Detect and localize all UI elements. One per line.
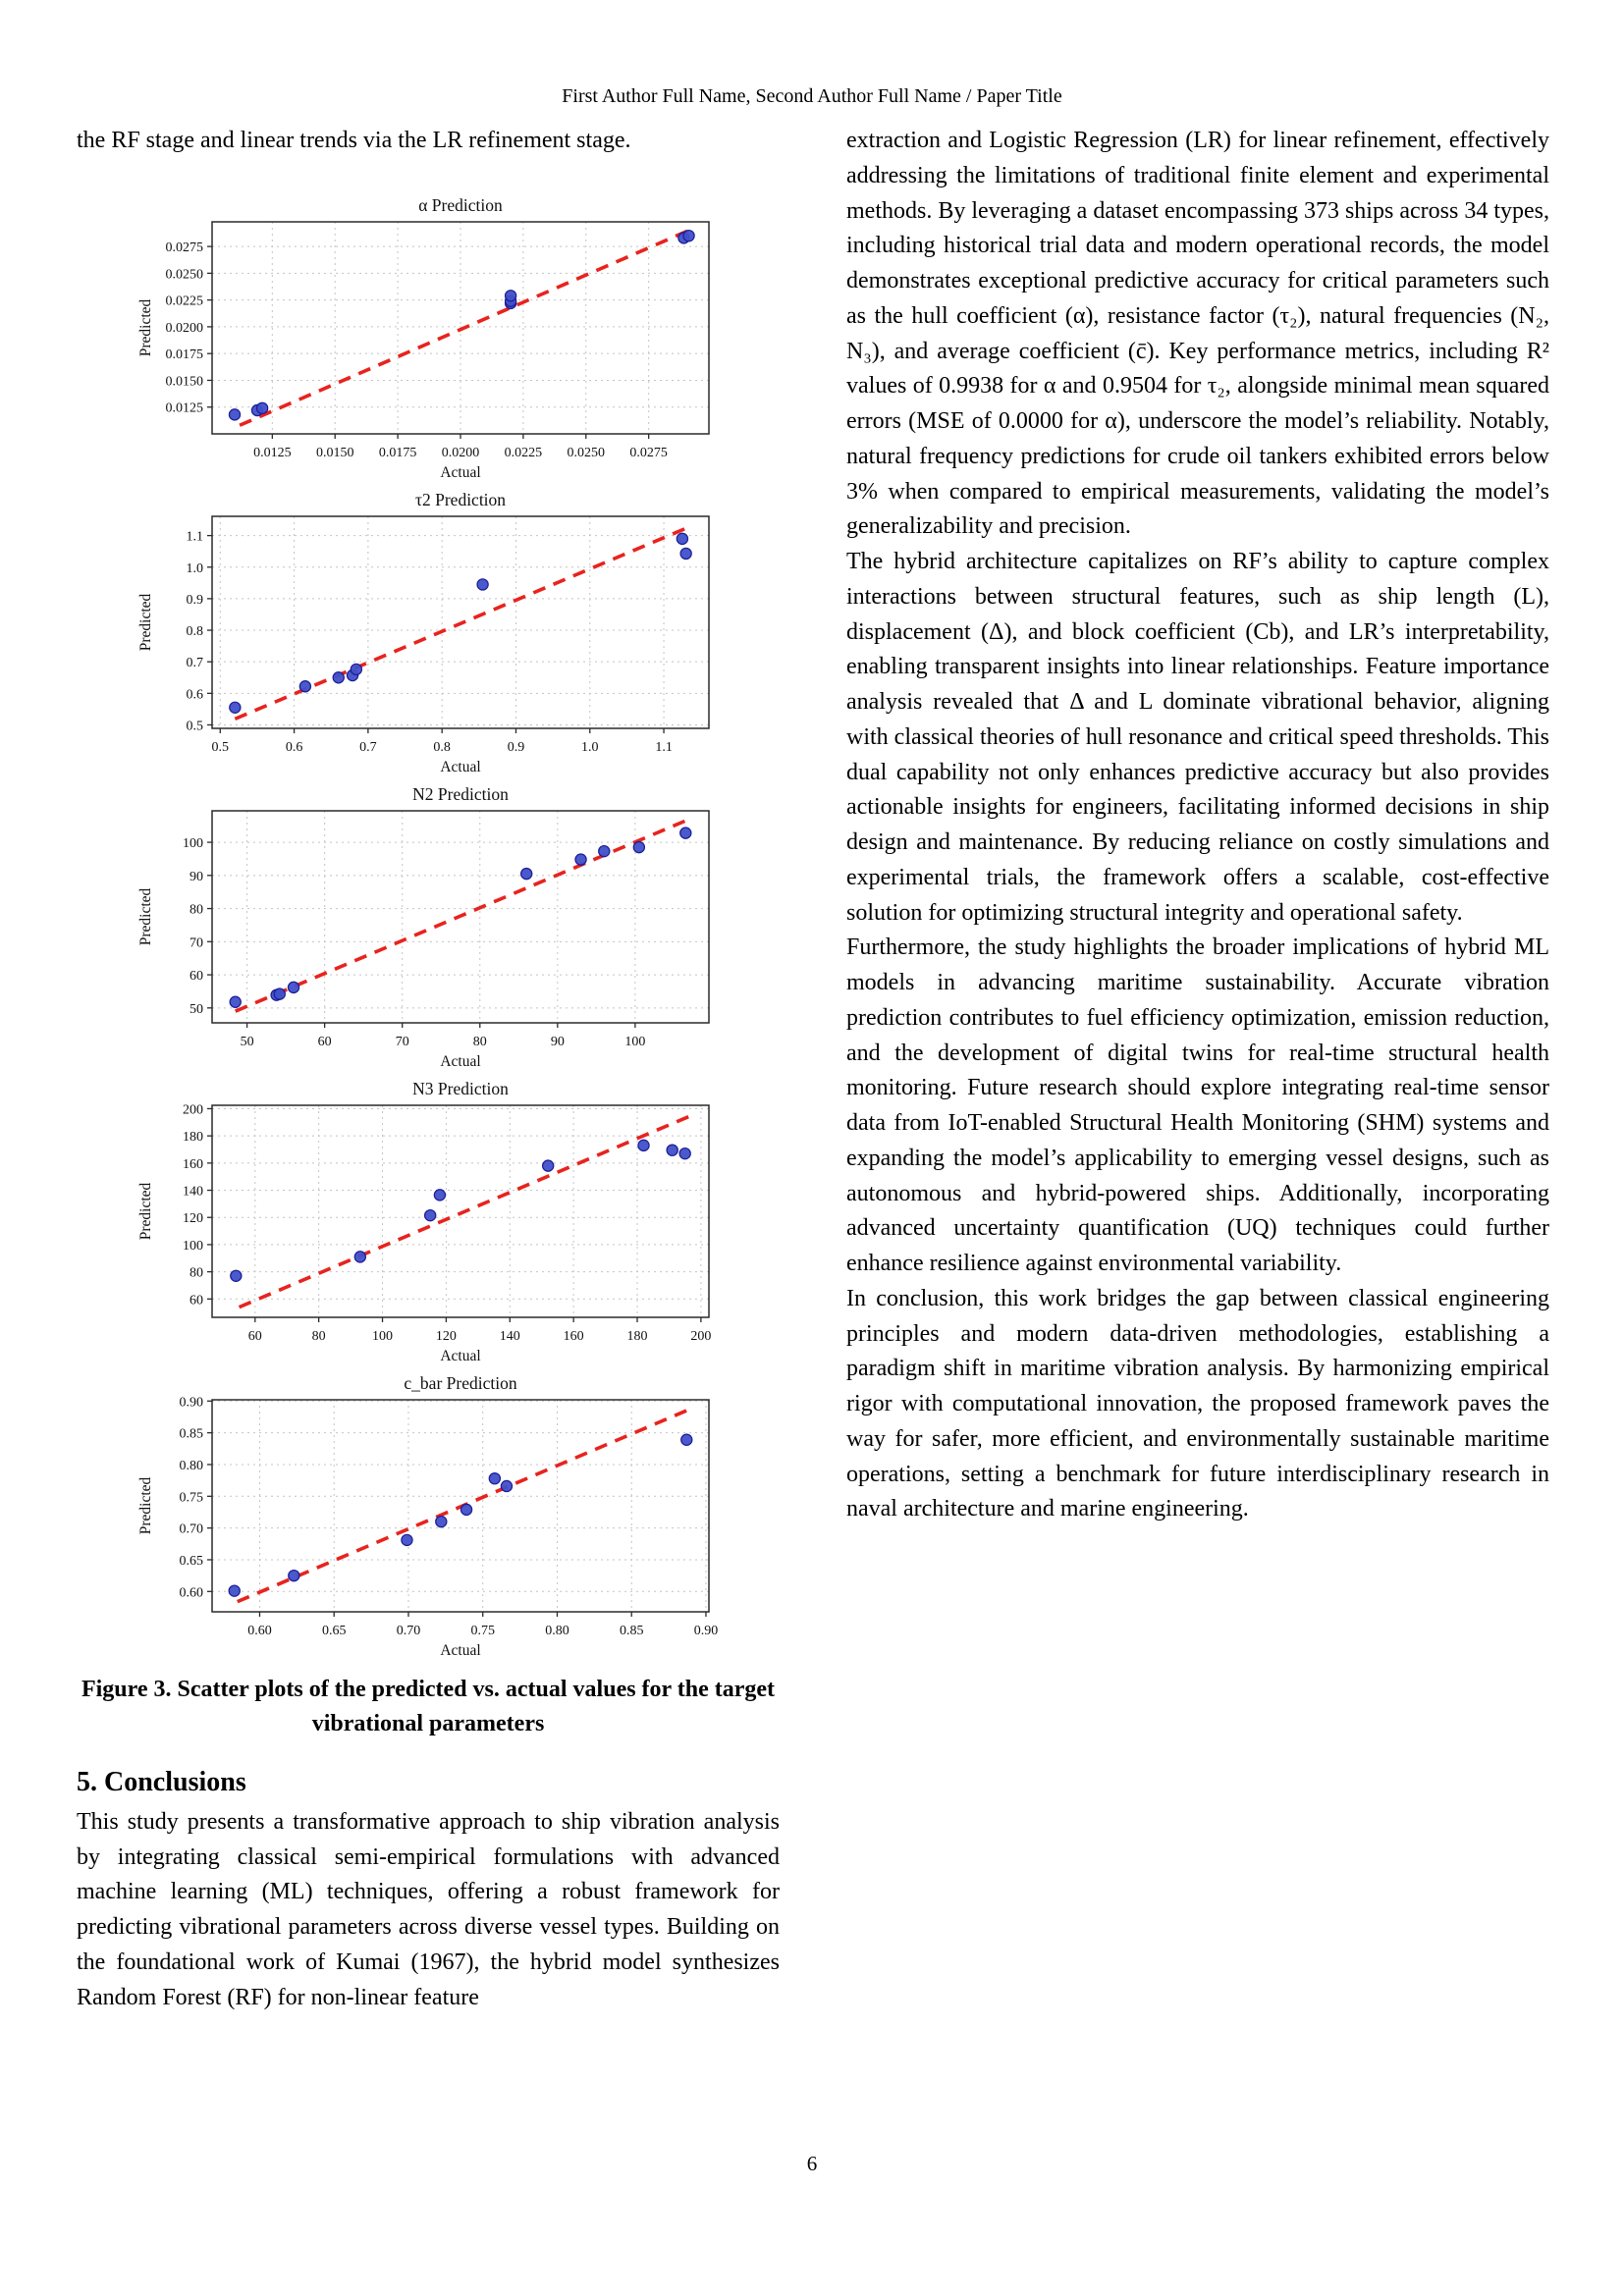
y-tick-label: 100 [183,835,203,851]
x-tick-label: 0.0250 [567,445,606,460]
x-tick-label: 0.0150 [315,445,354,460]
data-point [633,841,644,852]
y-tick-label: 0.0275 [165,240,203,255]
y-tick-label: 50 [189,1001,203,1017]
data-point [425,1209,436,1220]
data-point [543,1160,554,1171]
data-point [299,680,310,691]
x-tick-label: 1.0 [581,739,599,755]
chart-title: N2 Prediction [412,783,509,804]
x-axis-label: Actual [440,1052,481,1070]
chart-title: τ2 Prediction [414,489,507,509]
x-tick-label: 0.9 [507,739,525,755]
data-point [677,533,687,544]
x-axis-label: Actual [440,463,481,481]
body-paragraph-2: The hybrid architecture capitalizes on RF’s ability to capture complex interactions between structural features, such as ship length (L), displacement (Δ), and block coefficient (Cb), and LR’s interpretability, enabling transparent insights into linear relationships. Feature importance analysis revealed that Δ and L dominate vibrational behavior, aligning with classical theories of hull resonance and critical speed thresholds. This dual capability not only enhances predictive accuracy but also provides actionable insights for engineers, facilitating informed decisions in ship design and maintenance. By reducing reliance on costly simulations and experimental trials, the framework offers a scalable, cost-effective solution for optimizing structural integrity and operational safety. [846,549,1550,926]
data-point [506,290,516,300]
scatter-svg [134,1076,723,1366]
data-point [460,1504,471,1515]
data-point [351,664,361,674]
y-tick-label: 80 [189,902,203,918]
x-tick-label: 0.75 [470,1623,495,1638]
data-point [683,230,694,240]
data-point [289,1570,299,1580]
fit-line [240,1115,692,1307]
tau2-prediction-chart [134,487,723,777]
chart-title: α Prediction [418,194,503,215]
x-axis-label: Actual [440,1347,481,1364]
y-tick-label: 0.90 [179,1395,203,1411]
y-tick-label: 0.0200 [165,320,203,336]
data-point [229,409,240,420]
data-point [521,868,532,879]
left-column [77,124,780,2015]
fit-line [236,819,690,1011]
data-point [501,1480,512,1491]
data-point [681,1434,692,1445]
y-tick-label: 0.70 [179,1522,203,1537]
data-point [354,1252,365,1262]
data-point [477,579,488,590]
two-column-layout [0,108,1624,2015]
x-tick-label: 0.0175 [378,445,417,460]
y-tick-label: 0.65 [179,1553,203,1569]
data-point [679,1148,690,1158]
y-tick-label: 100 [183,1238,203,1254]
body-paragraph-3: Furthermore, the study highlights the broader implications of hybrid ML models in advancing maritime sustainability. Accurate vibration prediction contributes to fuel efficiency optimization, emission reduction, and the development of digital twins for real-time structural health monitoring. Future research should explore integrating real-time sensor data from IoT-enabled Structural Health Monitoring (SHM) systems and expanding the model’s applicability to emerging vessel designs, such as autonomous and hybrid-powered ships. Additionally, incorporating advanced uncertainty quantification (UQ) techniques could further enhance resilience against environmental variability. [846,934,1549,1276]
x-tick-label: 70 [395,1034,409,1049]
x-tick-label: 0.0225 [504,445,543,460]
n3-prediction-chart [134,1076,723,1366]
figure-3 [77,192,780,1741]
data-point [257,402,268,413]
y-axis-label: Predicted [137,593,154,652]
data-point [230,996,241,1007]
y-tick-label: 0.0225 [165,294,203,309]
x-tick-label: 0.6 [285,739,303,755]
data-point [638,1140,649,1150]
y-tick-label: 1.0 [186,561,203,576]
x-tick-label: 180 [626,1328,648,1344]
data-point [402,1534,412,1545]
data-point [230,702,241,713]
x-tick-label: 80 [472,1034,487,1049]
y-tick-label: 0.60 [179,1585,203,1601]
y-tick-label: 120 [183,1210,203,1226]
y-tick-label: 0.6 [186,687,203,703]
n2-prediction-chart [134,781,723,1072]
x-tick-label: 120 [435,1328,457,1344]
x-tick-label: 0.7 [359,739,377,755]
data-point [680,828,691,838]
figure-caption: Figure 3. Scatter plots of the predicted vs. actual values for the target vibrational parameters [81,1676,776,1736]
data-point [229,1585,240,1596]
y-tick-label: 60 [189,1293,203,1308]
y-tick-label: 0.0175 [165,347,203,362]
x-tick-label: 90 [550,1034,565,1049]
data-point [575,854,586,865]
x-tick-label: 60 [247,1328,262,1344]
alpha-prediction-chart [134,192,723,483]
data-point [434,1190,445,1201]
y-tick-label: 0.8 [186,623,203,639]
y-tick-label: 90 [189,869,203,884]
data-point [489,1472,500,1483]
x-tick-label: 140 [499,1328,520,1344]
y-tick-label: 160 [183,1156,203,1172]
y-tick-label: 0.9 [186,592,203,608]
x-tick-label: 0.70 [396,1623,421,1638]
y-tick-label: 0.85 [179,1426,203,1442]
y-tick-label: 200 [183,1102,203,1118]
x-tick-label: 0.0200 [441,445,480,460]
running-head: First Author Full Name, Second Author Full Name / Paper Title [562,85,1062,107]
y-axis-label: Predicted [137,887,154,946]
x-tick-label: 160 [563,1328,584,1344]
data-point [680,548,691,559]
x-tick-label: 200 [690,1328,712,1344]
conclusions-heading: 5. Conclusions [77,1767,246,1798]
x-tick-label: 0.80 [545,1623,569,1638]
scatter-svg [134,487,723,777]
scatter-svg [134,1370,723,1661]
y-tick-label: 80 [189,1265,203,1281]
x-tick-label: 100 [372,1328,394,1344]
y-tick-label: 0.7 [186,655,203,670]
x-tick-label: 0.5 [211,739,230,755]
x-tick-label: 0.65 [321,1623,347,1638]
chart-title: N3 Prediction [412,1078,509,1098]
x-tick-label: 0.0125 [253,445,292,460]
y-tick-label: 0.80 [179,1458,203,1473]
scatter-svg [134,781,723,1072]
conclusion-paragraph: This study presents a transformative approach to ship vibration analysis by integrating classical semi-empirical formulations with advanced machine learning (ML) techniques, offering a robust framework for predicting vibrational parameters across diverse vessel types. Building on the foundational work of Kumai (1967), the hybrid model synthesizes Random Forest (RF) for non-linear feature [77,1808,780,2010]
x-axis-label: Actual [440,1641,481,1659]
y-tick-label: 0.0250 [165,267,203,283]
x-tick-label: 0.0275 [629,445,668,460]
data-point [231,1270,242,1281]
data-point [288,982,298,992]
x-tick-label: 50 [240,1034,254,1049]
data-point [667,1145,677,1155]
data-point [274,988,285,999]
data-point [333,671,344,682]
body-paragraph-1: extraction and Logistic Regression (LR) for linear refinement, effectively addressing the limitations of traditional finite element and experimental methods. By leveraging a dataset encompassing 373 ships across 34 types, including historical trial data and modern operational records, the model demonstrates exceptional predictive accuracy for critical parameters such as the hull coefficient (α), resistance factor (τ₂), natural frequencies (N₂, N₃), and average coefficient (c̄). Key performance metrics, including R² values of 0.9938 for α and 0.9504 for τ₂, alongside minimal mean squared errors (MSE of 0.0000 for α), underscore the model’s reliability. Notably, natural frequency predictions for crude oil tankers exhibited errors below 3% when compared to empirical measurements, validating the model’s generalizability and precision. [846,128,1549,540]
y-tick-label: 70 [189,935,203,951]
y-axis-label: Predicted [137,1182,154,1241]
page-number: 6 [806,2152,818,2175]
chart-title: c_bar Prediction [404,1372,517,1393]
y-tick-label: 1.1 [186,529,203,545]
scatter-svg [134,192,723,483]
cbar-prediction-chart [134,1370,723,1661]
x-axis-label: Actual [440,758,481,775]
y-tick-label: 0.0150 [165,374,203,390]
y-axis-label: Predicted [137,298,154,357]
y-tick-label: 0.0125 [165,400,203,416]
data-point [436,1516,447,1526]
intro-paragraph: the RF stage and linear trends via the LR refinement stage. [77,128,631,153]
body-paragraph-4: In conclusion, this work bridges the gap between classical engineering principles and modern data-driven methodologies, establishing a paradigm shift in maritime vibration analysis. By harmonizing empirical rigor with computational innovation, the proposed framework paves the way for safer, more efficient, and environmentally sustainable maritime operations, setting a benchmark for future interdisciplinary research in naval architecture and marine engineering. [846,1285,1549,1522]
x-tick-label: 0.90 [693,1623,719,1638]
y-tick-label: 0.5 [186,719,203,734]
x-tick-label: 100 [624,1034,646,1049]
x-tick-label: 80 [311,1328,326,1344]
y-tick-label: 0.75 [179,1490,203,1506]
x-tick-label: 0.8 [433,739,451,755]
y-tick-label: 60 [189,968,203,984]
x-tick-label: 60 [317,1034,332,1049]
x-tick-label: 1.1 [655,739,673,755]
data-point [599,845,610,856]
y-axis-label: Predicted [137,1476,154,1535]
y-tick-label: 140 [183,1184,203,1200]
y-tick-label: 180 [183,1129,203,1145]
right-column [846,124,1549,2015]
fit-line [240,229,691,425]
x-tick-label: 0.60 [247,1623,272,1638]
x-tick-label: 0.85 [619,1623,644,1638]
